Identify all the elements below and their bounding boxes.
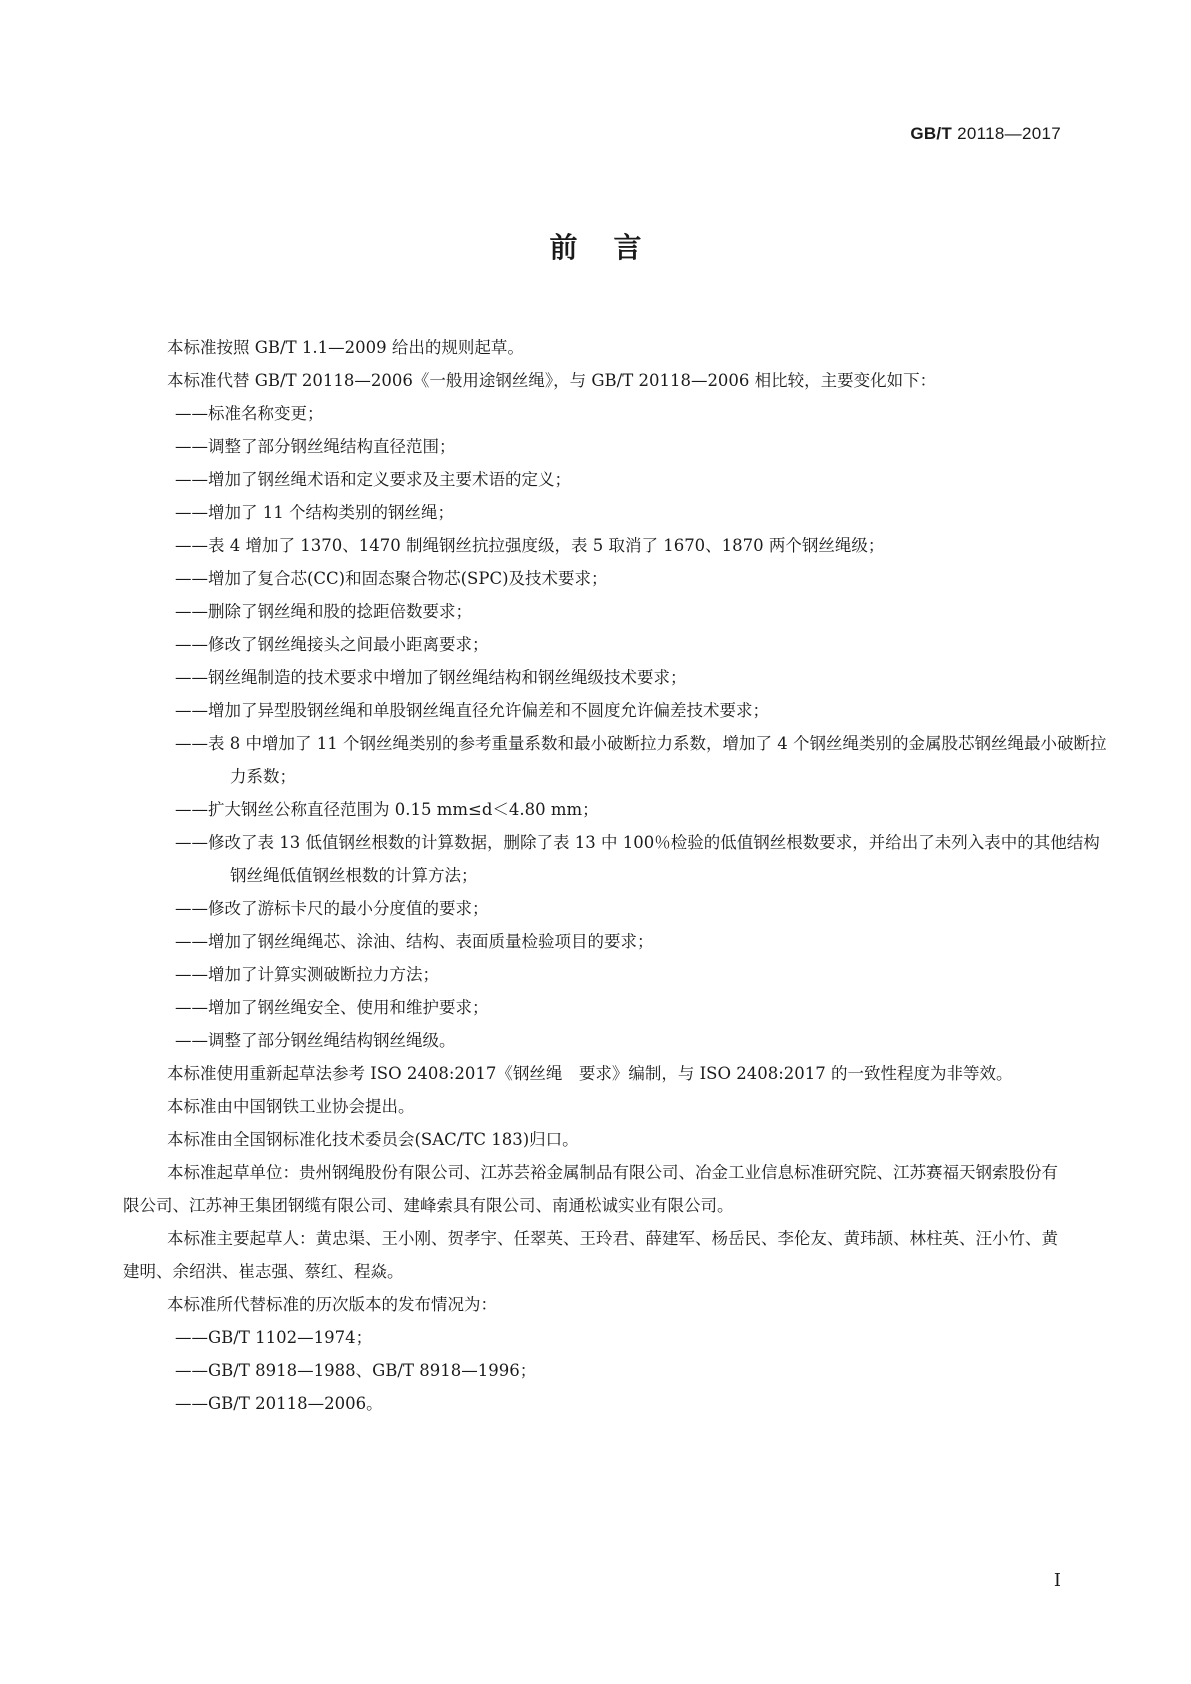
list-item: ——增加了计算实测破断拉力方法； [175, 965, 439, 984]
list-item: ——删除了钢丝绳和股的捻距倍数要求； [175, 602, 472, 621]
list-item: ——GB/T 20118—2006。 [175, 1394, 383, 1413]
list-item: ——增加了异型股钢丝绳和单股钢丝绳直径允许偏差和不圆度允许偏差技术要求； [175, 701, 769, 720]
list-item: ——修改了钢丝绳接头之间最小距离要求； [175, 635, 489, 654]
paragraph: 本标准由全国钢标准化技术委员会(SAC/TC 183)归口。 [167, 1130, 579, 1149]
standard-number: 20118—2017 [957, 124, 1061, 143]
changes-list [123, 397, 1107, 1057]
page-number: I [1053, 1570, 1061, 1591]
paragraph: 本标准使用重新起草法参考 ISO 2408:2017《钢丝绳 要求》编制，与 ISO 2408:2017 的一致性程度为非等效。 [167, 1064, 1013, 1083]
foreword-body [123, 331, 1107, 1420]
list-item: ——GB/T 1102—1974； [175, 1328, 373, 1347]
paragraph: 本标准主要起草人：黄忠渠、王小刚、贺孝宇、任翠英、王玲君、薛建军、杨岳民、李伦友、黄玮颉、林柱英、汪小竹、黄建明、余绍洪、崔志强、蔡红、程焱。 [123, 1229, 1058, 1281]
list-item: ——修改了表 13 低值钢丝根数的计算数据，删除了表 13 中 100％检验的低值钢丝根数要求，并给出了未列入表中的其他结构钢丝绳低值钢丝根数的计算方法； [175, 833, 1100, 885]
paragraph: 本标准起草单位：贵州钢绳股份有限公司、江苏芸裕金属制品有限公司、冶金工业信息标准研究院、江苏赛福天钢索股份有限公司、江苏神王集团钢缆有限公司、建峰索具有限公司、南通松诚实业有限公司。 [123, 1163, 1058, 1215]
standard-code: GB/T [910, 124, 953, 143]
list-item: ——增加了钢丝绳绳芯、涂油、结构、表面质量检验项目的要求； [175, 932, 654, 951]
page-title: 前言 [549, 231, 678, 264]
list-item: ——调整了部分钢丝绳结构直径范围； [175, 437, 456, 456]
list-item: ——修改了游标卡尺的最小分度值的要求； [175, 899, 489, 918]
list-item: ——标准名称变更； [175, 404, 324, 423]
list-item: ——表 4 增加了 1370、1470 制绳钢丝抗拉强度级，表 5 取消了 1670、1870 两个钢丝绳级； [175, 536, 885, 555]
history-list [123, 1321, 1058, 1420]
list-item: ——增加了钢丝绳安全、使用和维护要求； [175, 998, 489, 1017]
list-item: ——钢丝绳制造的技术要求中增加了钢丝绳结构和钢丝绳级技术要求； [175, 668, 687, 687]
list-item: ——表 8 中增加了 11 个钢丝绳类别的参考重量系数和最小破断拉力系数，增加了 4 个钢丝绳类别的金属股芯钢丝绳最小破断拉力系数； [175, 734, 1107, 786]
paragraph: 本标准代替 GB/T 20118—2006《一般用途钢丝绳》，与 GB/T 20118—2006 相比较，主要变化如下： [167, 371, 937, 390]
list-item: ——扩大钢丝公称直径范围为 0.15 mm≤d＜4.80 mm； [175, 800, 599, 819]
list-item: ——增加了 11 个结构类别的钢丝绳； [175, 503, 454, 522]
list-item: ——增加了复合芯(CC)和固态聚合物芯(SPC)及技术要求； [175, 569, 608, 588]
list-item: ——增加了钢丝绳术语和定义要求及主要术语的定义； [175, 470, 571, 489]
paragraph: 本标准按照 GB/T 1.1—2009 给出的规则起草。 [167, 338, 524, 357]
list-item: ——调整了部分钢丝绳结构钢丝绳级。 [175, 1031, 456, 1050]
standard-number-header [910, 124, 1061, 144]
list-item: ——GB/T 8918—1988、GB/T 8918—1996； [175, 1361, 537, 1380]
paragraph: 本标准由中国钢铁工业协会提出。 [167, 1097, 415, 1116]
paragraph: 本标准所代替标准的历次版本的发布情况为： [167, 1295, 497, 1314]
